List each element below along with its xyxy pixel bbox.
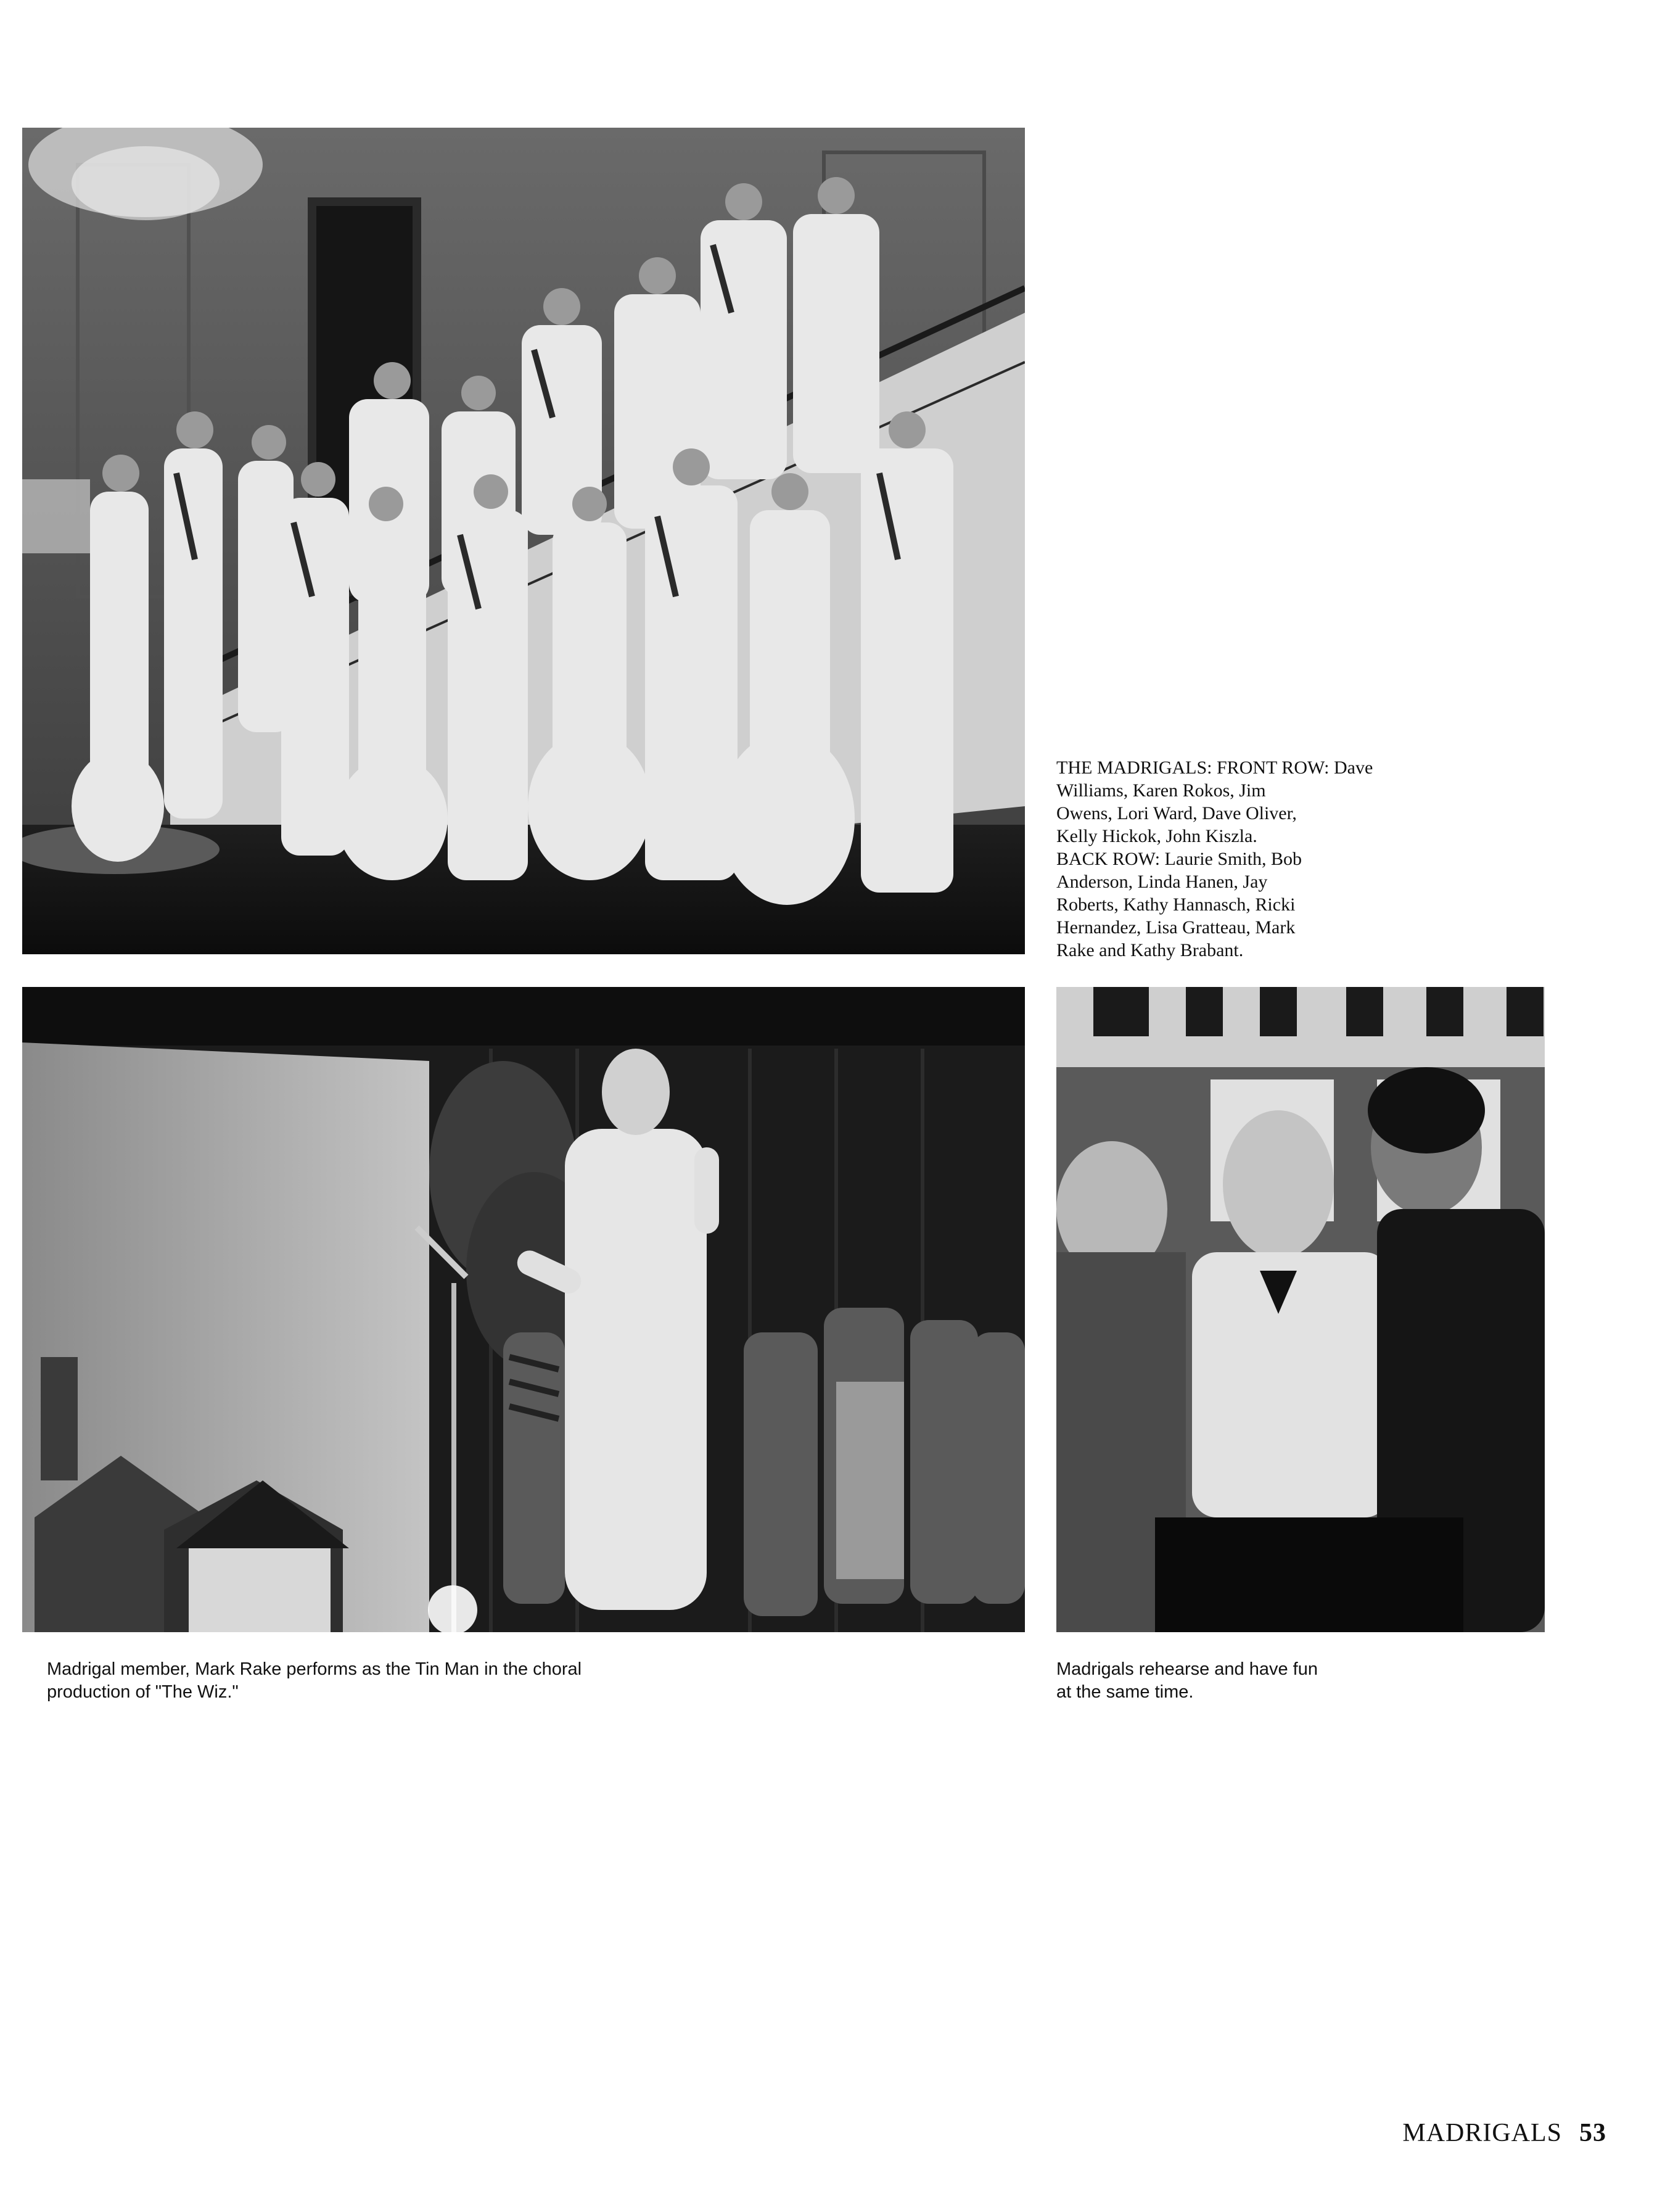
stage-photo-image bbox=[22, 987, 1025, 1632]
rehearsal-photo bbox=[1056, 987, 1545, 1632]
group-photo-caption: THE MADRIGALS: FRONT ROW: Dave Williams, Karen Rokos, Jim Owens, Lori Ward, Dave Oliver, Kelly Hickok, John Kiszla. BACK ROW: Laurie Smith, Bob Anderson, Linda Hanen, Jay Roberts, Kathy Hannasch, Ricki Hernandez, Lisa Gratteau, Mark Rake and Kathy Brabant. bbox=[1056, 757, 1373, 960]
stage-photo-caption: Madrigal member, Mark Rake performs as the Tin Man in the choral production of "The Wiz." bbox=[47, 1659, 582, 1702]
page-footer bbox=[1402, 2118, 1606, 2148]
rehearsal-photo-image bbox=[1056, 987, 1545, 1632]
page-number: 53 bbox=[1579, 2119, 1606, 2147]
rehearsal-photo-caption: Madrigals rehearse and have fun at the same time. bbox=[1056, 1659, 1318, 1702]
group-photo bbox=[22, 128, 1025, 954]
group-photo-image bbox=[22, 128, 1025, 954]
section-title: MADRIGALS bbox=[1402, 2119, 1562, 2147]
stage-photo bbox=[22, 987, 1025, 1632]
